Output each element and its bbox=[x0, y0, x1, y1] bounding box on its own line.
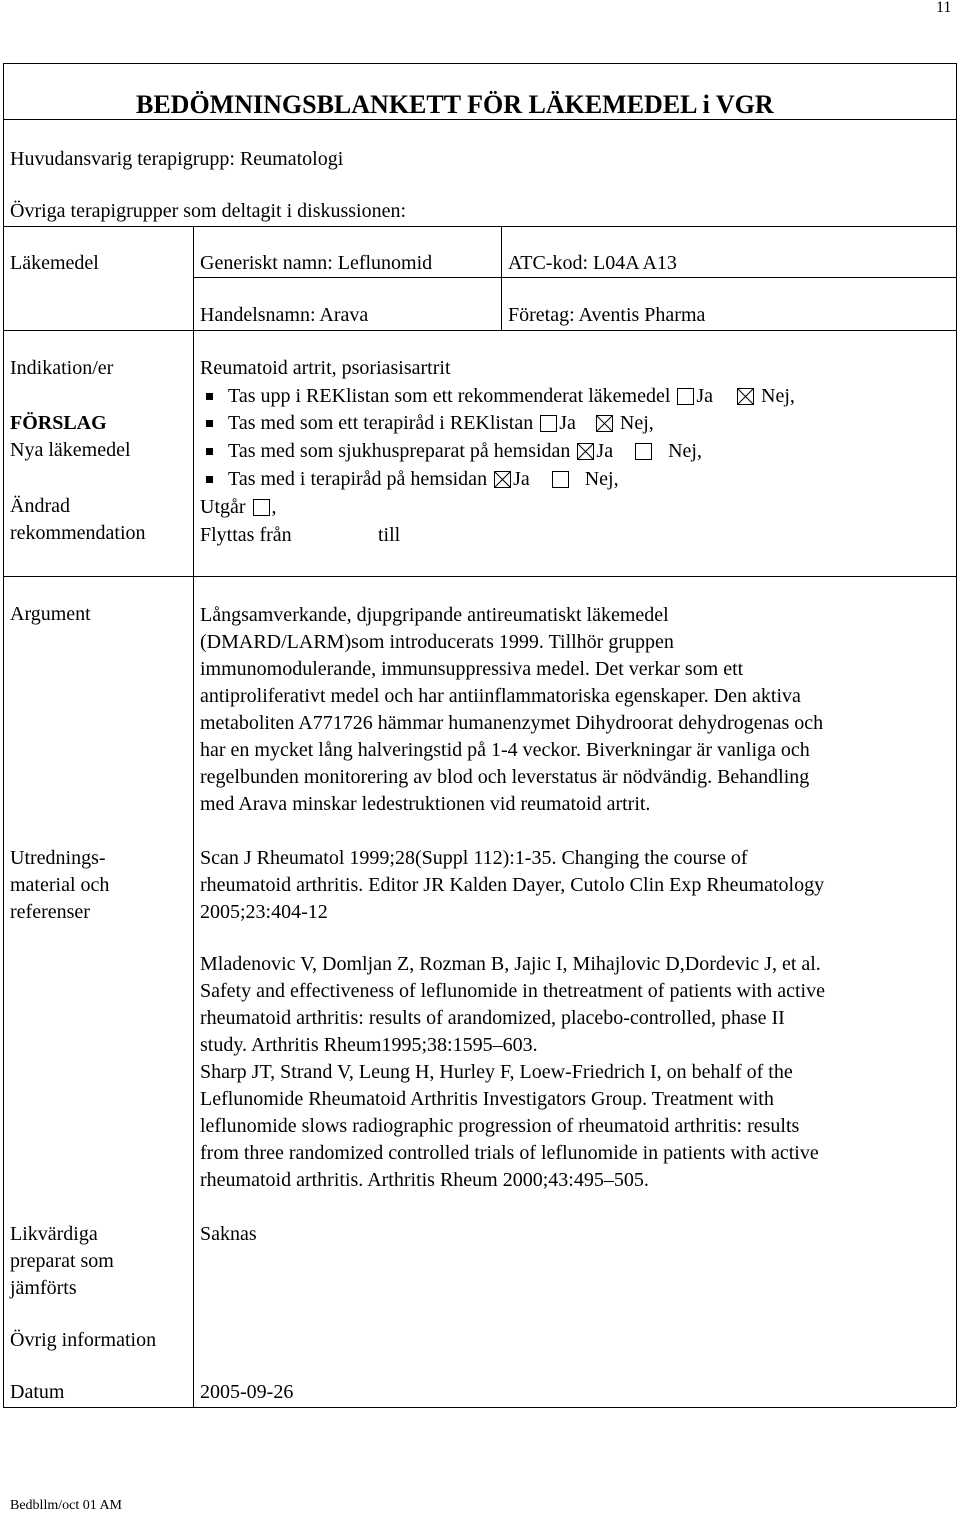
reference-line: Safety and effectiveness of leflunomide in thetreatment of patients with active bbox=[200, 980, 825, 1002]
nej-label: Nej, bbox=[584, 468, 619, 490]
equivalent-label: jämförts bbox=[10, 1277, 77, 1299]
nej-label: Nej, bbox=[761, 385, 795, 407]
argument-line: antiproliferativt medel och har antiinflammatoriska egenskaper. Den aktiva bbox=[200, 685, 801, 707]
company: Företag: Aventis Pharma bbox=[508, 304, 706, 326]
reference-line: rheumatoid arthritis. Editor JR Kalden Dayer, Cutolo Clin Exp Rheumatology bbox=[200, 874, 825, 896]
checkbox-nej-4[interactable] bbox=[552, 471, 569, 488]
other-therapy-groups: Övriga terapigrupper som deltagit i diskussionen: bbox=[10, 200, 407, 222]
utgar-suffix: , bbox=[271, 496, 277, 518]
argument-line: med Arava minskar ledestruktionen vid reumatoid artrit. bbox=[200, 793, 651, 815]
date-label: Datum bbox=[10, 1381, 65, 1403]
argument-line: har en mycket lång halveringstid på 1-4 veckor. Biverkningar är vanliga och bbox=[200, 739, 810, 761]
reference-line: Sharp JT, Strand V, Leung H, Hurley F, Loew-Friedrich I, on behalf of the bbox=[200, 1061, 793, 1083]
option-text: Tas med som sjukhuspreparat på hemsidan bbox=[228, 440, 571, 462]
checkbox-utgar[interactable] bbox=[253, 499, 270, 516]
checkbox-nej-1[interactable] bbox=[737, 388, 754, 405]
bullet-icon bbox=[206, 476, 213, 483]
option-text: Tas med i terapiråd på hemsidan bbox=[228, 468, 488, 490]
nej-label: Nej, bbox=[668, 440, 702, 462]
argument-line: Långsamverkande, djupgripande antireumatiskt läkemedel bbox=[200, 604, 669, 626]
checkbox-nej-2[interactable] bbox=[596, 415, 613, 432]
form-title: BEDÖMNINGSBLANKETT FÖR LÄKEMEDEL i VGR bbox=[136, 90, 774, 119]
references-label: material och bbox=[10, 874, 110, 896]
option-row-3 bbox=[228, 438, 702, 465]
ja-label: Ja bbox=[696, 385, 714, 407]
equivalent-value: Saknas bbox=[200, 1223, 257, 1245]
generic-name: Generiskt namn: Leflunomid bbox=[200, 252, 433, 274]
reference-line: from three randomized controlled trials of leflunomide in patients with active bbox=[200, 1142, 819, 1164]
new-drugs-label: Nya läkemedel bbox=[10, 439, 131, 461]
references-label: Utrednings- bbox=[10, 847, 106, 869]
footer-code: Bedbllm/oct 01 AM bbox=[10, 1498, 122, 1513]
reference-line: Scan J Rheumatol 1999;28(Suppl 112):1-35. Changing the course of bbox=[200, 847, 748, 869]
equivalent-label: Likvärdiga bbox=[10, 1223, 98, 1245]
reference-line: 2005;23:404-12 bbox=[200, 901, 328, 923]
nej-label: Nej, bbox=[619, 412, 654, 434]
bullet-icon bbox=[206, 420, 213, 427]
flyttas-label: Flyttas från bbox=[200, 524, 292, 546]
ja-label: Ja bbox=[559, 412, 576, 434]
argument-line: regelbunden monitorering av blod och leverstatus är nödvändig. Behandling bbox=[200, 766, 810, 788]
indication-label: Indikation/er bbox=[10, 357, 114, 379]
checkbox-nej-3[interactable] bbox=[635, 443, 652, 460]
argument-line: immunomodulerande, immunsuppressiva medel. Det verkar som ett bbox=[200, 658, 744, 680]
trade-name: Handelsnamn: Arava bbox=[200, 304, 369, 326]
recommendation-label: rekommendation bbox=[10, 522, 146, 544]
option-text: Tas upp i REKlistan som ett rekommenderat läkemedel bbox=[228, 385, 671, 407]
ja-label: Ja bbox=[513, 468, 530, 490]
argument-line: (DMARD/LARM)som introducerats 1999. Tillhör gruppen bbox=[200, 631, 674, 653]
utgar-row bbox=[200, 494, 277, 521]
checkbox-ja-3[interactable] bbox=[577, 443, 594, 460]
till-label: till bbox=[378, 524, 401, 546]
reference-line: Leflunomide Rheumatoid Arthritis Investigators Group. Treatment with bbox=[200, 1088, 774, 1110]
changed-label: Ändrad bbox=[10, 495, 70, 517]
drug-label: Läkemedel bbox=[10, 252, 99, 274]
reference-line: rheumatoid arthritis: results of arandomized, placebo-controlled, phase II bbox=[200, 1007, 785, 1029]
checkbox-ja-2[interactable] bbox=[540, 415, 557, 432]
other-information-label: Övrig information bbox=[10, 1329, 157, 1351]
checkbox-ja-1[interactable] bbox=[677, 388, 694, 405]
utgar-label: Utgår bbox=[200, 496, 246, 518]
ja-label: Ja bbox=[596, 440, 614, 462]
responsible-therapy-group: Huvudansvarig terapigrupp: Reumatologi bbox=[10, 148, 344, 170]
equivalent-label: preparat som bbox=[10, 1250, 114, 1272]
option-row-4 bbox=[228, 466, 619, 493]
argument-line: metaboliten A771726 hämmar humanenzymet Dihydroorat dehydrogenas och bbox=[200, 712, 824, 734]
reference-line: leflunomide slows radiographic progression of rheumatoid arthritis: results bbox=[200, 1115, 800, 1137]
argument-label: Argument bbox=[10, 603, 91, 625]
bullet-icon bbox=[206, 393, 213, 400]
date-value: 2005-09-26 bbox=[200, 1381, 294, 1403]
atc-code: ATC-kod: L04A A13 bbox=[508, 252, 677, 274]
proposal-label: FÖRSLAG bbox=[10, 412, 107, 434]
page-number: 11 bbox=[936, 0, 952, 16]
reference-line: study. Arthritis Rheum1995;38:1595–603. bbox=[200, 1034, 538, 1056]
checkbox-ja-4[interactable] bbox=[494, 471, 511, 488]
option-row-2 bbox=[228, 410, 654, 437]
option-row-1 bbox=[228, 383, 795, 410]
reference-line: rheumatoid arthritis. Arthritis Rheum 2000;43:495–505. bbox=[200, 1169, 649, 1191]
references-label: referenser bbox=[10, 901, 90, 923]
option-text: Tas med som ett terapiråd i REKlistan bbox=[228, 412, 534, 434]
bullet-icon bbox=[206, 448, 213, 455]
reference-line: Mladenovic V, Domljan Z, Rozman B, Jajic I, Mihajlovic D,Dordevic J, et al. bbox=[200, 953, 821, 975]
indication-heading: Reumatoid artrit, psoriasisartrit bbox=[200, 357, 451, 379]
